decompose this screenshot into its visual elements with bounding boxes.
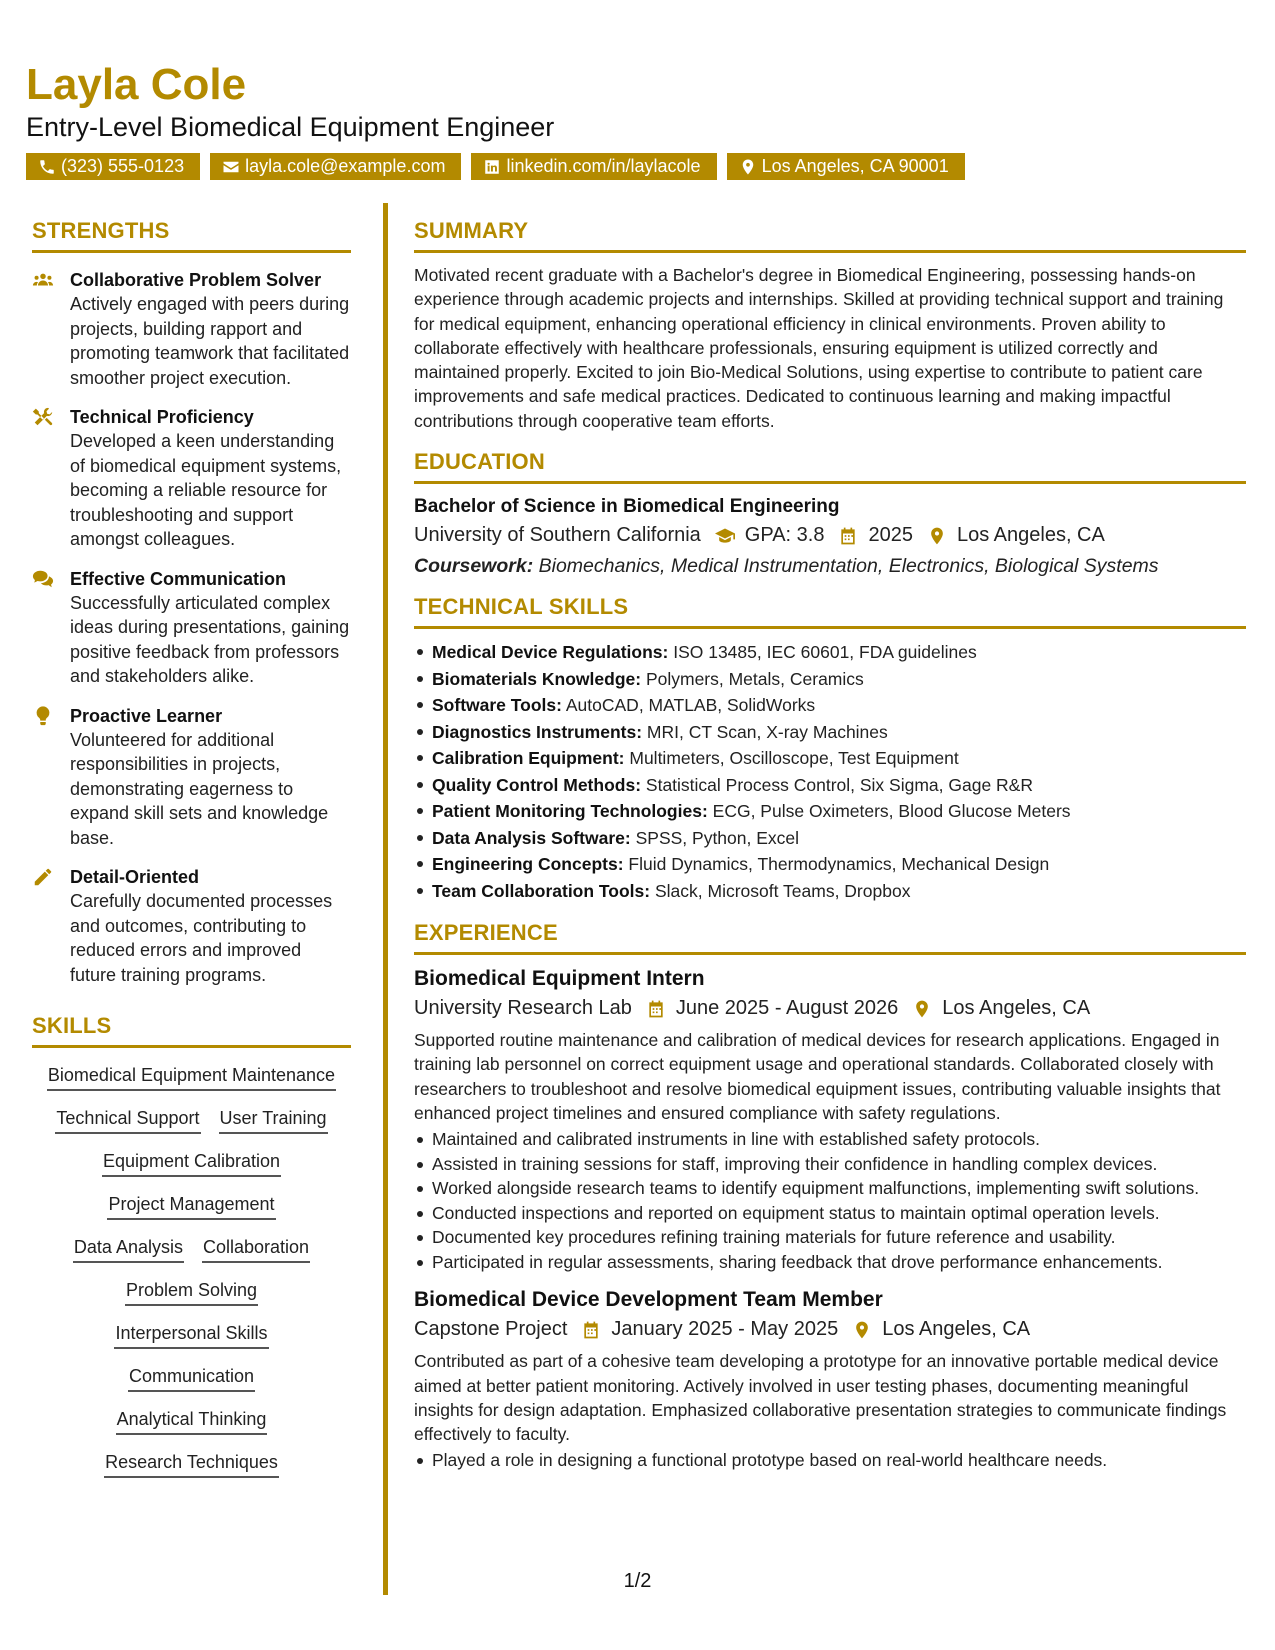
education-heading: EDUCATION — [414, 449, 1246, 484]
comments-icon — [32, 568, 54, 590]
list-item — [414, 719, 1246, 746]
experience-heading: EXPERIENCE — [414, 920, 1246, 955]
skill-value: Statistical Process Control, Six Sigma, Gage R&R — [645, 774, 1033, 795]
strength-title: Proactive Learner — [70, 705, 223, 726]
skill-label: Engineering Concepts: — [432, 854, 624, 875]
skill-value: Slack, Microsoft Teams, Dropbox — [654, 880, 911, 901]
skill-value: ECG, Pulse Oximeters, Blood Glucose Meters — [712, 801, 1071, 822]
skill-label: Diagnostics Instruments: — [432, 721, 643, 742]
skill-tag: Problem Solving — [125, 1280, 258, 1306]
technical-skills-list — [414, 639, 1246, 904]
strength-title: Technical Proficiency — [70, 407, 254, 427]
job-title: Biomedical Equipment Intern — [414, 967, 705, 991]
skill-value: MRI, CT Scan, X-ray Machines — [646, 721, 888, 742]
list-item: Assisted in training sessions for staff, improving their confidence in handling complex devices. — [414, 1152, 1246, 1177]
skill-value: Polymers, Metals, Ceramics — [645, 668, 864, 689]
job-dates: June 2025 - August 2026 — [675, 997, 899, 1020]
technical-skills-section — [414, 594, 1246, 904]
lightbulb-icon — [32, 705, 54, 727]
skill-label: Data Analysis Software: — [432, 827, 631, 848]
contact-phone[interactable] — [26, 153, 200, 180]
list-item — [414, 639, 1246, 666]
job-meta — [414, 997, 1246, 1020]
skill-tag: Technical Support — [55, 1108, 200, 1134]
strength-item — [32, 567, 351, 689]
strengths-heading: STRENGTHS — [32, 218, 351, 253]
coursework-list: Biomechanics, Medical Instrumentation, Electronics, Biological Systems — [538, 555, 1159, 578]
strength-desc: Developed a keen understanding of biomedical equipment systems, becoming a reliable resource for troubleshooting and support amongst colleagues. — [70, 431, 342, 549]
school-name: University of Southern California — [414, 524, 701, 547]
list-item: Documented key procedures refining training materials for future reference and usability. — [414, 1225, 1246, 1250]
list-item — [414, 878, 1246, 905]
gpa-value: GPA: 3.8 — [744, 524, 825, 547]
list-item — [414, 851, 1246, 878]
tools-icon — [32, 406, 54, 428]
skill-label: Team Collaboration Tools: — [432, 880, 651, 901]
graduation-cap-icon — [715, 526, 735, 546]
list-item — [414, 745, 1246, 772]
job-description: Contributed as part of a cohesive team developing a prototype for an innovative portable medical device aimed at better patient monitoring. Actively involved in user testing phases, documenting meaningful insights for design adaptation. Emphasized collaborative presentation strategies to communicate findings effectively to faculty. — [414, 1351, 1227, 1445]
job-dates: January 2025 - May 2025 — [611, 1318, 839, 1341]
column-divider — [383, 203, 388, 1595]
list-item: Played a role in designing a functional prototype based on real-world healthcare needs. — [414, 1448, 1246, 1473]
graduation-year: 2025 — [868, 524, 913, 547]
list-item: Conducted inspections and reported on equipment status to maintain optimal operation levels. — [414, 1201, 1246, 1226]
job-location: Los Angeles, CA — [882, 1318, 1031, 1341]
linkedin-icon — [483, 158, 501, 176]
list-item — [414, 798, 1246, 825]
job-description: Supported routine maintenance and calibration of medical devices for research applications. Engaged in training lab personnel on correct equipment usage and operational standards. Collaborated closely with researchers to troubleshoot and resolve biomedical equipment issues, contributing valuable insights that enhanced project timelines and ensured compliance with safety regulations. — [414, 1030, 1221, 1123]
location-icon — [852, 1320, 872, 1340]
job-meta — [414, 1318, 1246, 1341]
location-icon — [927, 526, 947, 546]
contact-bar — [26, 153, 965, 180]
strength-title: Collaborative Problem Solver — [70, 270, 322, 290]
list-item — [414, 825, 1246, 852]
skill-label: Biomaterials Knowledge: — [432, 668, 642, 689]
email-icon — [222, 158, 240, 176]
strength-desc: Successfully articulated complex ideas during presentations, gaining positive feedback from professors and stakeholders alike. — [70, 592, 350, 686]
skills-heading: SKILLS — [32, 1013, 351, 1048]
right-column — [414, 218, 1246, 1473]
list-item — [414, 772, 1246, 799]
skill-tag: Collaboration — [202, 1237, 310, 1263]
phone-icon — [38, 158, 56, 176]
skill-tag: Equipment Calibration — [102, 1151, 281, 1177]
strength-desc: Volunteered for additional responsibilities in projects, demonstrating eagerness to expand skill sets and knowledge base. — [70, 729, 329, 848]
page-number: 1/2 — [623, 1570, 652, 1592]
skill-label: Medical Device Regulations: — [432, 642, 669, 663]
job-location: Los Angeles, CA — [942, 997, 1091, 1020]
location-icon — [912, 999, 932, 1019]
team-icon — [32, 269, 54, 291]
job-bullets — [414, 1448, 1246, 1473]
strength-item — [32, 865, 351, 987]
job-org: Capstone Project — [414, 1318, 568, 1341]
contact-linkedin-text: linkedin.com/in/laylacole — [506, 156, 701, 176]
strength-title: Detail-Oriented — [70, 867, 200, 887]
calendar-icon — [581, 1320, 601, 1340]
strength-item — [32, 405, 351, 552]
skill-label: Quality Control Methods: — [432, 774, 642, 795]
job-bullets — [414, 1127, 1246, 1274]
pencil-icon — [32, 866, 54, 888]
education-location: Los Angeles, CA — [956, 524, 1105, 547]
skills-section — [32, 1013, 351, 1478]
degree-title: Bachelor of Science in Biomedical Engineering — [414, 496, 840, 518]
strength-item — [32, 268, 351, 390]
skill-value: ISO 13485, IEC 60601, FDA guidelines — [673, 642, 977, 663]
skill-value: Multimeters, Oscilloscope, Test Equipment — [629, 748, 959, 769]
strength-title: Effective Communication — [70, 568, 287, 589]
contact-location — [727, 153, 965, 180]
skill-label: Patient Monitoring Technologies: — [432, 801, 708, 822]
left-column — [32, 218, 351, 1478]
list-item — [414, 692, 1246, 719]
skill-tag: User Training — [219, 1108, 328, 1134]
candidate-title: Entry-Level Biomedical Equipment Engineer — [26, 112, 555, 142]
summary-text: Motivated recent graduate with a Bachelor's degree in Biomedical Engineering, possessing hands-on experience through academic projects and internships. Skilled at providing technical support and training for medical equipment, enhancing operational efficiency in clinical environments. Proven ability to collaborate effectively with healthcare professionals, ensuring equipment is utilized correctly and maintained properly. Excited to join Bio-Medical Solutions, using expertise to contribute to patient care improvements and safe medical practices. Dedicated to continuous learning and making impactful contributions through cooperative team efforts. — [414, 265, 1224, 431]
skill-tag: Research Techniques — [104, 1452, 279, 1478]
contact-phone-text: (323) 555-0123 — [61, 156, 185, 176]
experience-section — [414, 920, 1246, 1473]
calendar-icon — [838, 526, 858, 546]
education-meta — [414, 524, 1246, 547]
candidate-name: Layla Cole — [26, 60, 247, 109]
job-org: University Research Lab — [414, 997, 632, 1020]
skill-tag: Project Management — [107, 1194, 275, 1220]
list-item: Maintained and calibrated instruments in line with established safety protocols. — [414, 1127, 1246, 1152]
strength-desc: Actively engaged with peers during projects, building rapport and promoting teamwork that facilitated smoother project execution. — [70, 294, 350, 388]
strength-item — [32, 704, 351, 851]
skill-tag: Biomedical Equipment Maintenance — [47, 1065, 336, 1091]
education-section — [414, 449, 1246, 578]
skill-value: Fluid Dynamics, Thermodynamics, Mechanical Design — [628, 854, 1050, 875]
calendar-icon — [646, 999, 666, 1019]
contact-email[interactable] — [210, 153, 461, 180]
strength-desc: Carefully documented processes and outcomes, contributing to reduced errors and improved future training programs. — [70, 891, 333, 985]
skill-tag: Communication — [128, 1366, 255, 1392]
skill-value: SPSS, Python, Excel — [635, 827, 800, 848]
job-title: Biomedical Device Development Team Member — [414, 1288, 883, 1312]
contact-email-text: layla.cole@example.com — [245, 156, 446, 176]
skill-value: AutoCAD, MATLAB, SolidWorks — [565, 695, 816, 716]
coursework — [414, 555, 1246, 578]
skill-tag: Interpersonal Skills — [114, 1323, 268, 1349]
skill-tag: Data Analysis — [73, 1237, 184, 1263]
location-icon — [739, 158, 757, 176]
contact-linkedin[interactable] — [471, 153, 716, 180]
skill-label: Software Tools: — [432, 695, 562, 716]
contact-location-text: Los Angeles, CA 90001 — [761, 156, 949, 176]
skill-tag: Analytical Thinking — [116, 1409, 268, 1435]
list-item: Worked alongside research teams to identify equipment malfunctions, implementing swift solutions. — [414, 1176, 1246, 1201]
summary-heading: SUMMARY — [414, 218, 1246, 253]
technical-skills-heading: TECHNICAL SKILLS — [414, 594, 1246, 629]
list-item: Participated in regular assessments, sharing feedback that drove performance enhancements. — [414, 1250, 1246, 1275]
skill-label: Calibration Equipment: — [432, 748, 625, 769]
list-item — [414, 666, 1246, 693]
coursework-label: Coursework: — [414, 555, 534, 578]
